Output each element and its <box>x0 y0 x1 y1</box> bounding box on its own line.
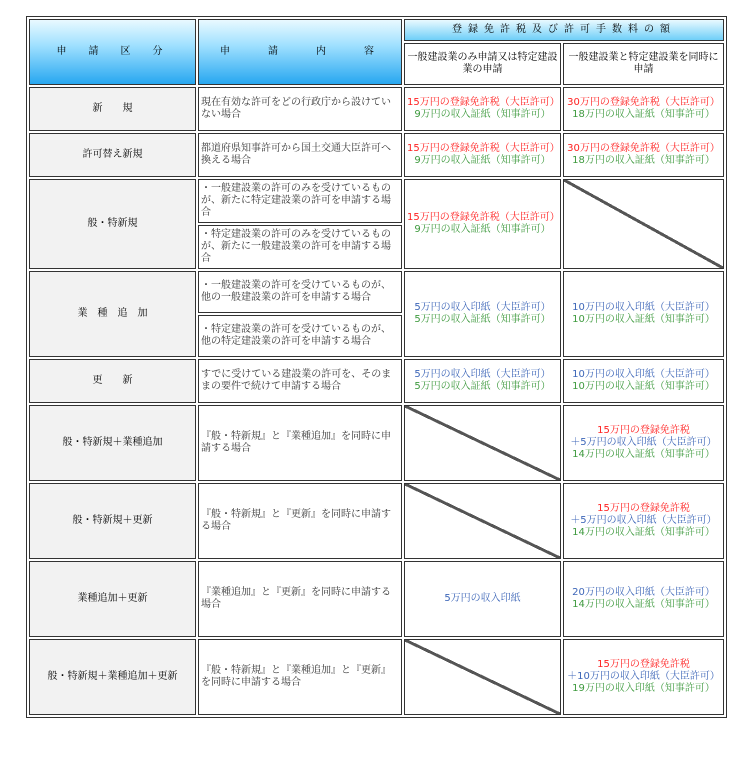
fee-line: 5万円の収入証紙（知事許可） <box>414 381 551 392</box>
fee-a-cell <box>404 271 561 357</box>
fee-line: ＋5万円の収入印紙（大臣許可） <box>570 515 717 526</box>
fee-a-cell <box>404 133 561 177</box>
not-applicable-cell <box>404 639 561 715</box>
category-cell: 業種追加＋更新 <box>29 561 196 637</box>
content-cell: 『業種追加』と『更新』を同時に申請する場合 <box>198 561 402 637</box>
fee-line: 9万円の収入証紙（知事許可） <box>414 224 551 235</box>
category-cell: 更 新 <box>29 359 196 403</box>
table-row <box>29 639 724 715</box>
fee-b-cell <box>563 405 724 481</box>
fee-a-cell <box>404 87 561 131</box>
table-row <box>29 271 724 313</box>
fee-line: 5万円の収入印紙（大臣許可） <box>414 369 551 380</box>
fee-line: 15万円の登録免許税（大臣許可） <box>407 97 560 108</box>
fee-b-cell <box>563 561 724 637</box>
content-cell: 『般・特新規』と『業種追加』を同時に申請する場合 <box>198 405 402 481</box>
fee-line: 30万円の登録免許税（大臣許可） <box>567 97 720 108</box>
fee-line: 9万円の収入証紙（知事許可） <box>414 109 551 120</box>
fee-line: 5万円の収入証紙（知事許可） <box>414 314 551 325</box>
fee-a-cell <box>404 359 561 403</box>
fee-line: 10万円の収入証紙（知事許可） <box>572 381 715 392</box>
table-row <box>29 133 724 177</box>
fee-b-cell <box>563 359 724 403</box>
fee-line: 10万円の収入印紙（大臣許可） <box>572 302 715 313</box>
fee-b-cell <box>563 271 724 357</box>
fee-line: 19万円の収入印紙（知事許可） <box>572 683 715 694</box>
header-fee-b: 一般建設業と特定建設業を同時に申請 <box>563 43 724 85</box>
table-row <box>29 405 724 481</box>
fee-line: ＋5万円の収入印紙（大臣許可） <box>570 437 717 448</box>
header-category: 申 請 区 分 <box>29 19 196 85</box>
fee-line: 15万円の登録免許税（大臣許可） <box>407 143 560 154</box>
not-applicable-cell <box>404 405 561 481</box>
fee-line: 15万円の登録免許税 <box>597 659 690 670</box>
fee-line: 14万円の収入証紙（知事許可） <box>572 449 715 460</box>
category-cell: 新 規 <box>29 87 196 131</box>
content-cell: 現在有効な許可をどの行政庁から設けていない場合 <box>198 87 402 131</box>
fee-line: 18万円の収入証紙（知事許可） <box>572 109 715 120</box>
fee-line: 20万円の収入印紙（大臣許可） <box>572 587 715 598</box>
table-row <box>29 87 724 131</box>
content-cell: すでに受けている建設業の許可を、そのままの要件で続けて申請する場合 <box>198 359 402 403</box>
fee-line: 15万円の登録免許税（大臣許可） <box>407 212 560 223</box>
fee-b-cell <box>563 639 724 715</box>
fee-line: 14万円の収入証紙（知事許可） <box>572 527 715 538</box>
table-row <box>29 561 724 637</box>
category-cell: 般・特新規＋業種追加＋更新 <box>29 639 196 715</box>
fee-a-cell <box>404 179 561 269</box>
fee-a-cell <box>404 561 561 637</box>
content-cell: 都道府県知事許可から国土交通大臣許可へ換える場合 <box>198 133 402 177</box>
content-cell: ・特定建設業の許可を受けているものが、他の特定建設業の許可を申請する場合 <box>198 315 402 357</box>
fee-line: ＋10万円の収入印紙（大臣許可） <box>567 671 720 682</box>
fee-b-cell <box>563 87 724 131</box>
fee-line: 15万円の登録免許税 <box>597 425 690 436</box>
content-cell: 『般・特新規』と『更新』を同時に申請する場合 <box>198 483 402 559</box>
table-row <box>29 483 724 559</box>
fee-line: 10万円の収入印紙（大臣許可） <box>572 369 715 380</box>
table-row <box>29 359 724 403</box>
fee-line: 9万円の収入証紙（知事許可） <box>414 155 551 166</box>
category-cell: 業 種 追 加 <box>29 271 196 357</box>
table-row <box>29 179 724 223</box>
fee-b-cell <box>563 133 724 177</box>
header-fee-group: 登録免許税及び許可手数料の額 <box>404 19 724 41</box>
not-applicable-cell <box>563 179 724 269</box>
category-cell: 般・特新規＋更新 <box>29 483 196 559</box>
content-cell: 『般・特新規』と『業種追加』と『更新』を同時に申請する場合 <box>198 639 402 715</box>
fee-line: 14万円の収入証紙（知事許可） <box>572 599 715 610</box>
fee-table <box>26 16 727 718</box>
fee-line: 18万円の収入証紙（知事許可） <box>572 155 715 166</box>
fee-line: 5万円の収入印紙（大臣許可） <box>414 302 551 313</box>
category-cell: 般・特新規 <box>29 179 196 269</box>
fee-line: 15万円の登録免許税 <box>597 503 690 514</box>
content-cell: ・一般建設業の許可を受けているものが、他の一般建設業の許可を申請する場合 <box>198 271 402 313</box>
fee-line: 30万円の登録免許税（大臣許可） <box>567 143 720 154</box>
fee-line: 5万円の収入印紙 <box>444 593 521 604</box>
not-applicable-cell <box>404 483 561 559</box>
category-cell: 般・特新規＋業種追加 <box>29 405 196 481</box>
header-content: 申 請 内 容 <box>198 19 402 85</box>
category-cell: 許可替え新規 <box>29 133 196 177</box>
content-cell: ・一般建設業の許可のみを受けているものが、新たに特定建設業の許可を申請する場合 <box>198 179 402 223</box>
content-cell: ・特定建設業の許可のみを受けているものが、新たに一般建設業の許可を申請する場合 <box>198 225 402 269</box>
fee-line: 10万円の収入証紙（知事許可） <box>572 314 715 325</box>
fee-b-cell <box>563 483 724 559</box>
header-fee-a: 一般建設業のみ申請又は特定建設業の申請 <box>404 43 561 85</box>
